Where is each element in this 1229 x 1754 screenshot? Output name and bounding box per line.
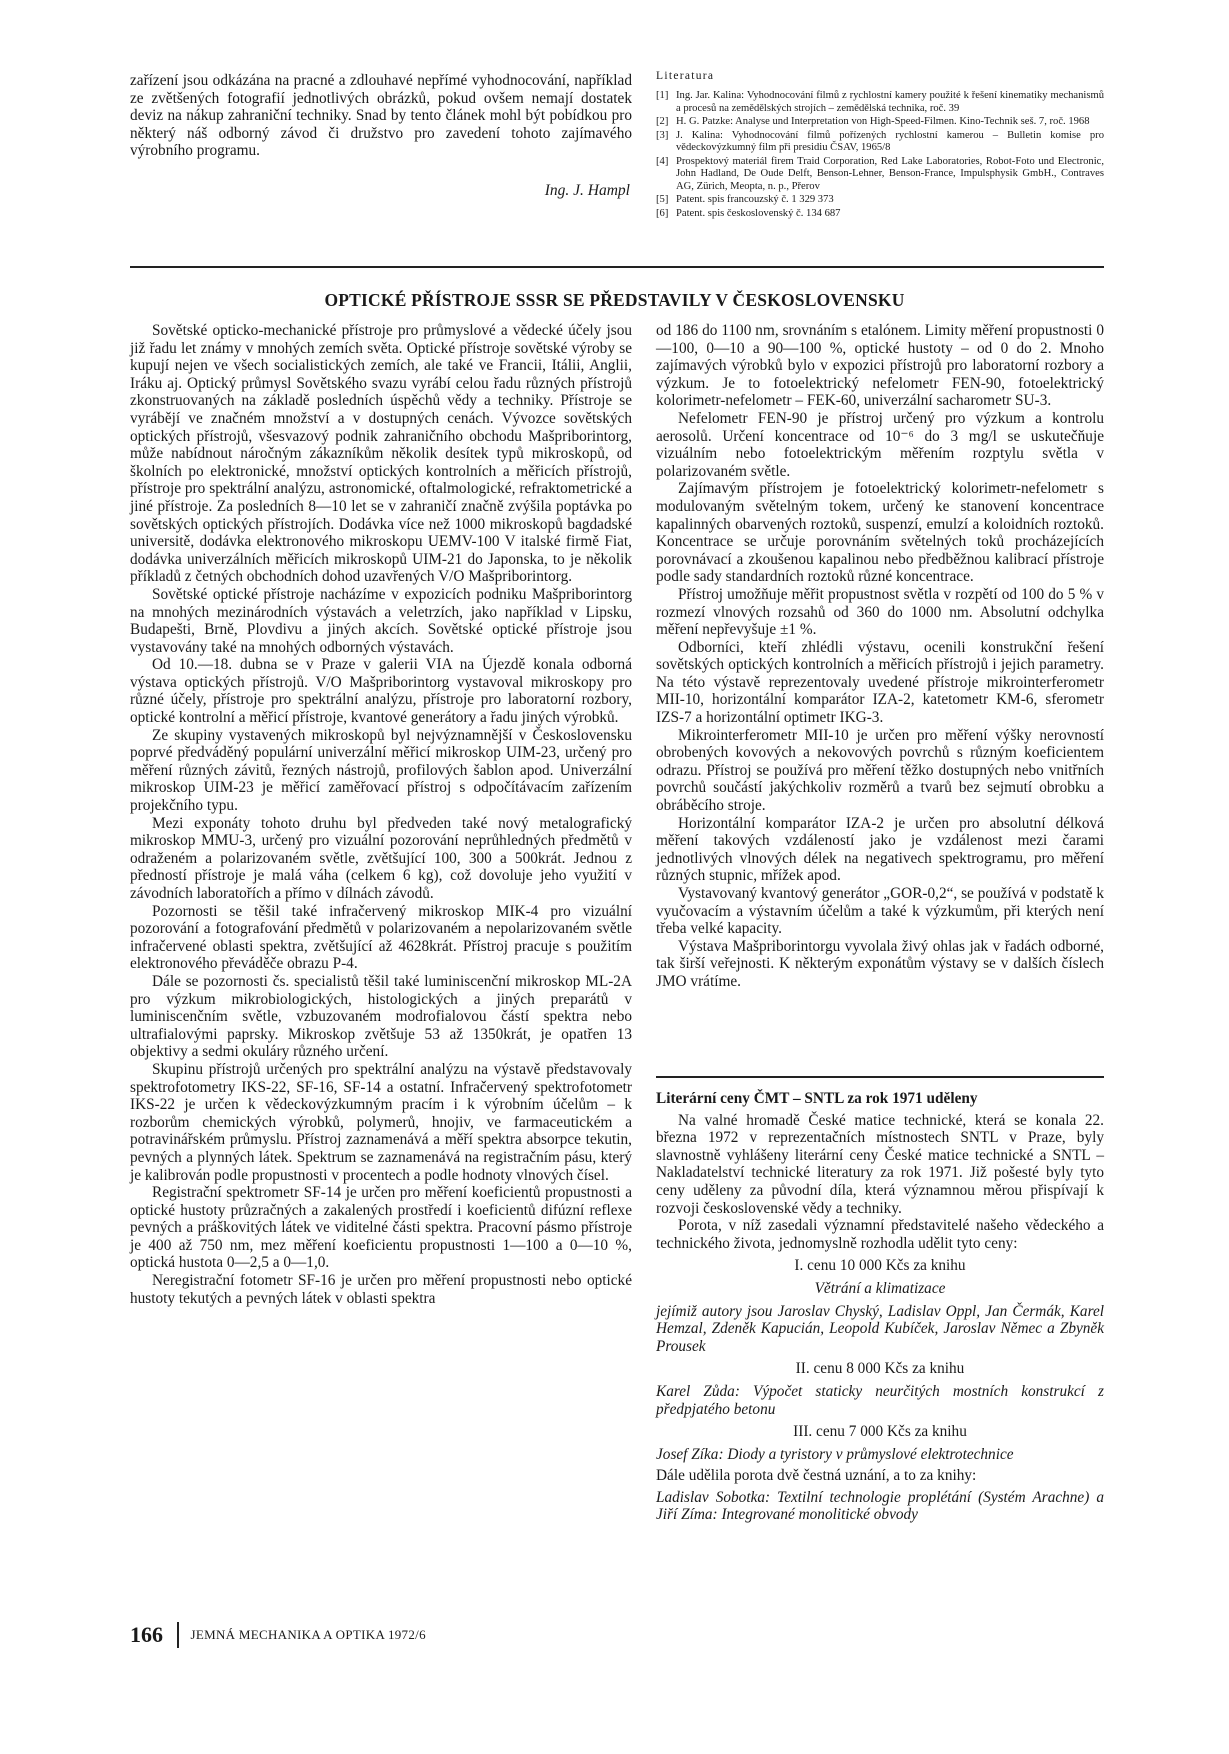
reference-text: Ing. Jar. Kalina: Vyhodnocování filmů z rychlostní kamery použité k řešení kinematiky mechanismů a procesů na zemědělských strojích – zemědělská technika, roč. 39 xyxy=(676,90,1104,114)
article-paragraph: Zajímavým přístrojem je fotoelektrický kolorimetr-nefelometr s modulovaným světelným tokem, určený ke stanovení koncentrace kapalinných obarvených roztoků, suspenzí, emulzí a koloidních roztoků. Koncentrace se určuje porovnáním světelných toků procházejících porovnávací a zkoušenou kapalinou nebo předběžnou kalibrací přístroje podle sady standardních roztoků různé koncentrace. xyxy=(656,480,1104,586)
references-list xyxy=(656,90,1104,220)
article-paragraph: Odborníci, kteří zhlédli výstavu, ocenili konstrukční řešení sovětských optických kontrolních a měřicích přístrojů i jejich parametry. Na této výstavě reprezentovaly uvedené přístroje mikrointerferometr MII-10, horizontální komparátor IZA-2, katetometr KM-6, sferometr IZS-7 a horizontální optimetr IKG-3. xyxy=(656,638,1104,727)
article-paragraph: Horizontální komparátor IZA-2 je určen pro absolutní délková měření takových vzdáleností jako je vzdálenost mezi čarami jednotlivých vlnových délek na negativech spektrogramu, pro měření různých stupnic, mřížek apod. xyxy=(656,814,1104,885)
article-headline: OPTICKÉ PŘÍSTROJE SSSR SE PŘEDSTAVILY V ČESKOSLOVENSKU xyxy=(324,290,905,310)
prize-third: III. cenu 7 000 Kčs za knihu xyxy=(793,1423,967,1441)
intro-continuation xyxy=(130,72,632,200)
article-paragraph: Sovětské opticko-mechanické přístroje pro průmyslové a vědecké účely jsou již řadu let známy v mnohých zemích světa. Optické přístroje sovětské výroby se kupují nejen ve všech socialistických zemích, ale také ve Francii, Itálii, Anglii, Iráku aj. Optický průmysl Sovětského svazu vyrábí celou řadu různých přístrojů zkonstruovaných na základě posledních úspěchů vědy a techniky. Přístroje se vyrábějí ve značném množství a v dostupných cenách. Vývozce sovětských optických přístrojů, všesvazový podnik zahraničního obchodu Mašpriborintorg, může nabídnout náročným zákazníkům několik desítek typů mikroskopů, od školních po elektronické, množství optických kontrolních a měřicích přístrojů, přístroje pro spektrální analýzu, astronomické, oftalmologické, refraktometrické a jiné přístroje. Za posledních 8—10 let se v zahraničí značně zvýšila poptávka po sovětských optických přístrojích. Dodávka více než 1000 mikroskopů bagdadské universitě, dodávka elektronového mikroskopu UEMV-100 V italské firmě Fiat, dodávka univerzálních měřicích mikroskopů UIM-21 do Japonska, to je několik příkladů z četných obchodních dohod uzavřených V/O Mašpriborintorg. xyxy=(130,322,632,586)
news-paragraph: Dále udělila porota dvě čestná uznání, a to za knihy: xyxy=(656,1467,977,1485)
article-paragraph: Dále se pozornosti čs. specialistů těšil také luminiscenční mikroskop ML-2A pro výzkum mikrobiologických, histologických a jiných preparátů v luminiscenčním světle, vzbuzovaném modrofialovou částí spektra nebo ultrafialovými paprsky. Mikroskop zvětšuje 53 až 1350krát, je opatřen 13 objektivy a sedmi okuláry různého určení. xyxy=(130,972,632,1061)
article-paragraph: od 186 do 1100 nm, srovnáním s etalónem. Limity měření propustnosti 0—100, 0—10 a 90—100 %, optické hustoty – od 0 do 2. Mnoho zajímavých výrobků bylo v expozici přístrojů pro laboratorní rozbory a výzkum. Je to fotoelektrický nefelometr FEN-90, fotoelektrický kolorimetr-nefelometr – FEK-60, univerzální sacharometr SU-3. xyxy=(656,322,1104,410)
reference-text: Patent. spis československý č. 134 687 xyxy=(676,207,841,219)
reference-number: [6] xyxy=(656,207,669,219)
article-paragraph: Neregistrační fotometr SF-16 je určen pro měření propustnosti nebo optické hustoty tekutých a pevných látek v oblasti spektra xyxy=(130,1272,632,1307)
article-paragraph: Mikrointerferometr MII-10 je určen pro měření výšky nerovností obrobených kovových a nekovových povrchů s různým koeficientem odrazu. Přístroj se používá pro měření těžko dostupných nebo vnitřních povrchů součástí jakýchkoliv rozměrů a tvarů bez sejmutí obrobku a obráběcího stroje. xyxy=(656,726,1104,815)
honorable-mentions: Ladislav Sobotka: Textilní technologie proplétání (Systém Arachne) a Jiří Zíma: Integrované monolitické obvody xyxy=(656,1488,1104,1524)
news-paragraph: Porota, v níž zasedali významní představitelé našeho vědeckého a technického života, jednomyslně rozhodla udělit tyto ceny: xyxy=(656,1217,1104,1252)
reference-text: J. Kalina: Vyhodnocování filmů pořízených rychlostní kamerou – Bulletin komise pro vědeckovýzkumný film při presidiu ČSAV, 1965/8 xyxy=(676,129,1104,153)
news-divider xyxy=(656,1076,1104,1078)
reference-number: [1] xyxy=(656,90,669,101)
reference-text: Prospektový materiál firem Traid Corporation, Red Lake Laboratories, Robot-Foto und Electronic, John Hadland, De Oude Delft, Benson-Lehner, Benson-France, Impulsphysik GmbH., Contraves AG, Zürich, Meopta, n. p., Přerov xyxy=(676,155,1104,192)
book-first-title: Větrání a klimatizace xyxy=(814,1279,946,1297)
book-first-authors: jejímiž autory jsou Jaroslav Chyský, Ladislav Oppl, Jan Čermák, Karel Hemzal, Zdeněk Kapucián, Leopold Kubíček, Jaroslav Němec a Zbyněk Prousek xyxy=(656,1302,1104,1355)
article-paragraph: Přístroj umožňuje měřit propustnost světla v rozpětí od 100 do 5 % v rozmezí vlnových rozsahů od 360 do 1000 nm. Absolutní odchylka měření nepřevyšuje ±1 %. xyxy=(656,585,1104,639)
reference-item xyxy=(656,208,1104,221)
article-paragraph: Registrační spektrometr SF-14 je určen pro měření koeficientů propustnosti a optické hustoty průzračných a zakalených prostředí i koeficientů difúzní reflexe pevných a práškovitých látek ve viditelné části spektra. Pracovní pásmo přístroje je 400 až 750 nm, mez měření koeficientu propustnosti 1—100 a 0—10 %, optická hustota 0—2,5 a 0—1,0. xyxy=(130,1184,632,1272)
article-paragraph: Pozornosti se těšil také infračervený mikroskop MIK-4 pro vizuální pozorování a fotografování předmětů v polarizovaném a nepolarizovaném světle infračervené oblasti spektra, zvětšující až 4628krát. Přístroj pracuje s použitím elektronového převáděče obrazu P-4. xyxy=(130,902,632,973)
author-signature: Ing. J. Hampl xyxy=(544,181,630,199)
page-number: 166 xyxy=(130,1622,163,1647)
article-left-column xyxy=(130,322,632,1307)
article-paragraph: Ze skupiny vystavených mikroskopů byl nejvýznamnější v Československu poprvé předváděný populární univerzální měřicí mikroskop UIM-23, určený pro měření různých závitů, řezných nástrojů, profilových šablon apod. Univerzální mikroskop UIM-23 je měřicí zaměřovací přístroj s odpočítávacím zařízením projekčního typu. xyxy=(130,726,632,815)
reference-item xyxy=(656,194,1104,207)
reference-item xyxy=(656,130,1104,155)
article-paragraph: Vystavovaný kvantový generátor „GOR-0,2“, se používá v podstatě k vyučovacím a výstavním účelům a také k výzkumům, při kterých není třeba velké kapacity. xyxy=(656,885,1104,938)
section-divider xyxy=(130,266,1104,268)
book-second: Karel Zůda: Výpočet staticky neurčitých mostních konstrukcí z předpjatého betonu xyxy=(656,1382,1104,1418)
references-section xyxy=(656,70,1104,221)
news-paragraph: Na valné hromadě České matice technické, která se konala 22. března 1972 v reprezentačních místnostech SNTL v Praze, byly slavnostně vyhlášeny literární ceny České matice technické a SNTL – Nakladatelství technické literatury za rok 1971. Již pošesté byly tyto ceny uděleny za původní díla, která významnou měrou přispívají k rozvoji československé vědy a techniky. xyxy=(656,1111,1104,1217)
intro-paragraph: zařízení jsou odkázána na pracné a zdlouhavé nepřímé vyhodnocování, například ze zvětšených fotografií jednotlivých obrázků, pokud ovšem nemají dostatek deviz na nákup zahraniční techniky. Snad by tento článek mohl být pobídkou pro některý náš odborný závod či družstvo pro zavedení tohoto zajímavého výrobního programu. xyxy=(130,72,632,160)
article-paragraph: Skupinu přístrojů určených pro spektrální analýzu na výstavě představovaly spektrofotometry IKS-22, SF-16, SF-14 a ostatní. Infračervený spektrofotometr IKS-22 je určen k vědeckovýzkumným pracím i k výrobním účelům – k rozborům chemických výrobků, polymerů, hnojiv, ve farmaceutickém a potravinářském průmyslu. Přístroj zaznamenává a měří spektra absorpce tekutin, pevných a plynných látek. Spektrum se zaznamenává na registračním pásu, který je kalibrován podle propustnosti v procentech a podle hodnoty vlnových čísel. xyxy=(130,1060,632,1184)
reference-number: [5] xyxy=(656,194,669,205)
page-footer xyxy=(130,1622,426,1648)
book-third: Josef Zíka: Diody a tyristory v průmyslové elektrotechnice xyxy=(656,1445,1014,1463)
reference-number: [3] xyxy=(656,129,669,141)
reference-number: [2] xyxy=(656,116,669,127)
news-title: Literární ceny ČMT – SNTL za rok 1971 uděleny xyxy=(656,1090,978,1107)
article-paragraph: Od 10.—18. dubna se v Praze v galerii VIA na Újezdě konala odborná výstava optických přístrojů. V/O Mašpriborintorg vystavoval mikroskopy pro různé účely, přístroje pro spektrální analýzu, přístroje pro laboratorní rozbory, optické kontrolní a měřicí přístroje, kvantové generátory a řadu jiných výrobků. xyxy=(130,656,632,727)
reference-item xyxy=(656,90,1104,115)
article-paragraph: Nefelometr FEN-90 je přístroj určený pro výzkum a kontrolu aerosolů. Určení koncentrace od 10⁻⁶ do 3 mg/l se uskutečňuje vizuálním nebo fotoelektrickým měřením rozptylu světla v polarizovaném světle. xyxy=(656,409,1104,480)
reference-item xyxy=(656,156,1104,194)
article-paragraph: Výstava Mašpriborintorgu vyvolala živý ohlas jak v řadách odborné, tak širší veřejnosti. K některým exponátům výstavy se v dalších číslech JMO vrátíme. xyxy=(656,937,1104,990)
article-paragraph: Mezi exponáty tohoto druhu byl předveden také nový metalografický mikroskop MMU-3, určený pro vizuální pozorování neprůhledných předmětů v odraženém a polarizovaném světle, zvětšující 100, 300 a 500krát. Jednou z předností přístroje je malá váha (celkem 6 kg), což dovoluje jeho využití v závodních laboratořích a přímo v dílnách závodů. xyxy=(130,814,632,902)
reference-item xyxy=(656,116,1104,129)
reference-number: [4] xyxy=(656,155,669,167)
journal-name: JEMNÁ MECHANIKA A OPTIKA 1972/6 xyxy=(190,1627,426,1642)
prize-second: II. cenu 8 000 Kčs za knihu xyxy=(795,1360,965,1378)
reference-text: H. G. Patzke: Analyse und Interpretation von High-Speed-Filmen. Kino-Technik seš. 7, roč. 1968 xyxy=(676,116,1090,127)
references-title: Literatura xyxy=(656,70,715,82)
footer-separator xyxy=(177,1622,179,1648)
article-right-column xyxy=(656,322,1104,991)
reference-text: Patent. spis francouzský č. 1 329 373 xyxy=(676,194,834,205)
prize-first: I. cenu 10 000 Kčs za knihu xyxy=(794,1257,966,1275)
article-paragraph: Sovětské optické přístroje nacházíme v expozicích podniku Mašpriborintorg na mnohých mezinárodních výstavách a veletrzích, jako například v Lipsku, Budapešti, Brně, Plovdivu a jiných akcích. Sovětské optické přístroje jsou vystavovány také na mnohých odborných výstavách. xyxy=(130,585,632,656)
news-item xyxy=(656,1090,1104,1524)
